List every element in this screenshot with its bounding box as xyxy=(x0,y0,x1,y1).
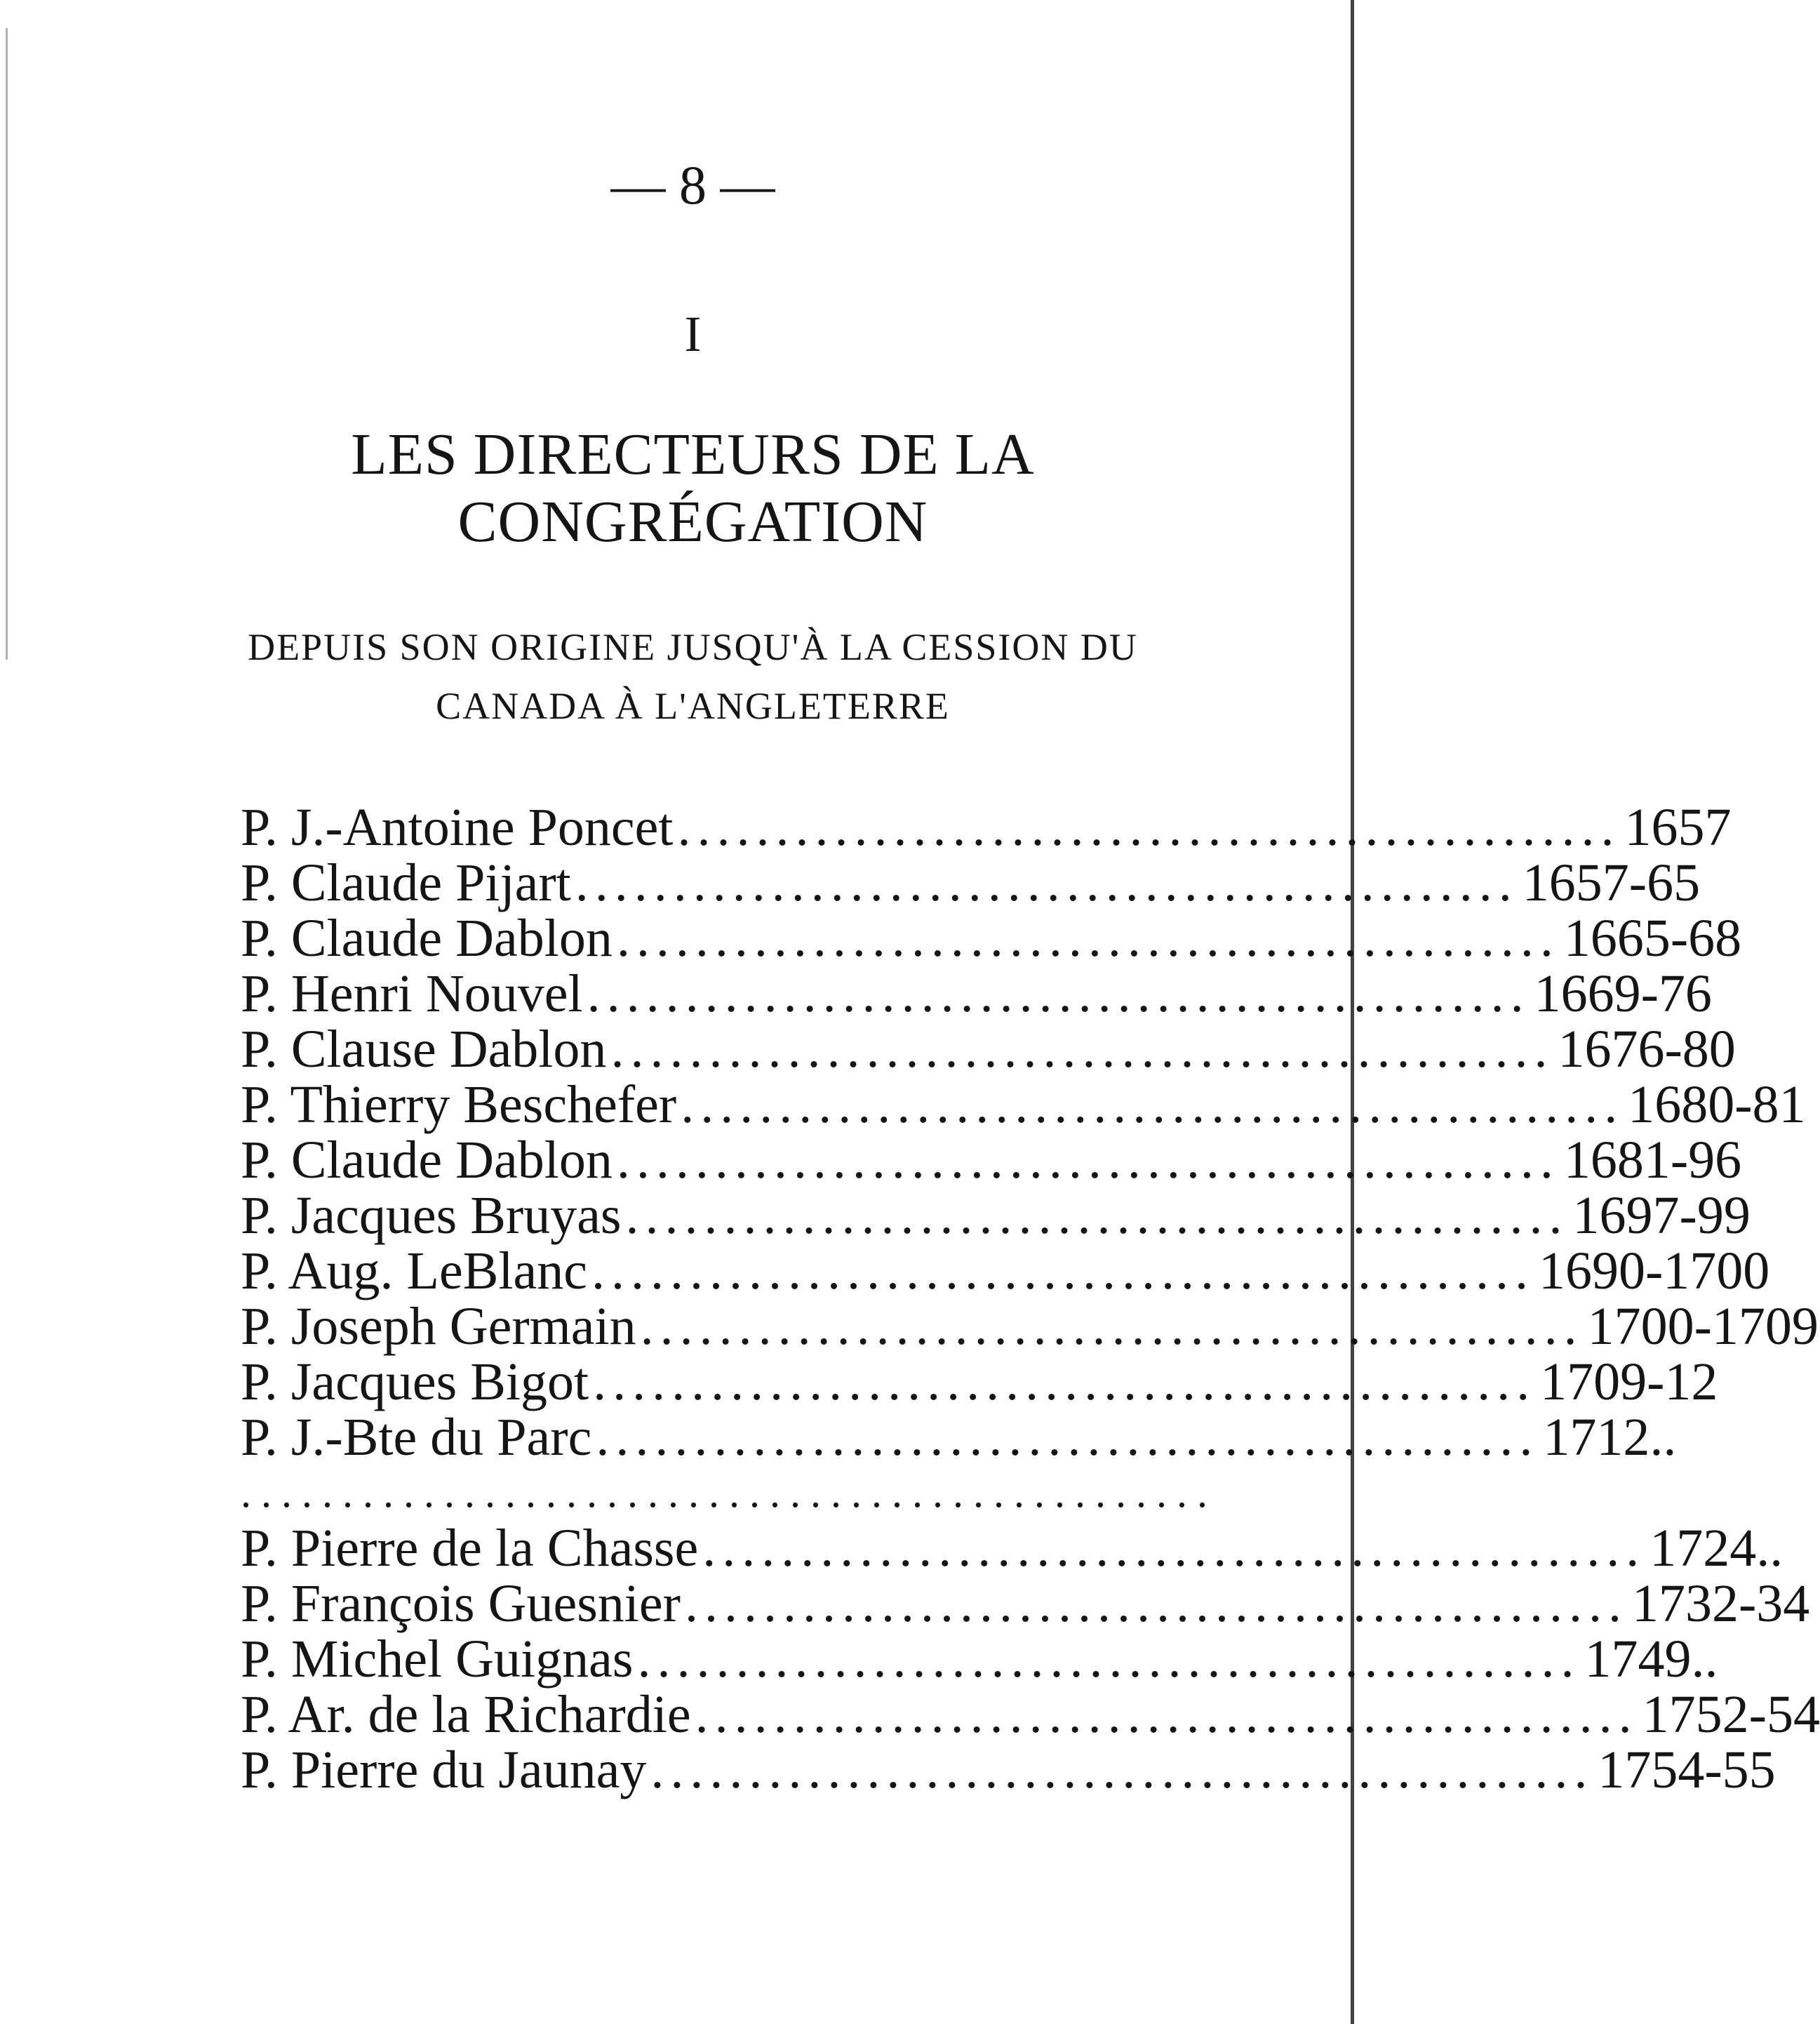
director-row xyxy=(241,909,1742,968)
director-row xyxy=(241,853,1701,912)
director-row xyxy=(241,1630,1718,1689)
director-years: 1676-80 xyxy=(1558,1020,1736,1079)
director-row xyxy=(241,1186,1751,1245)
dot-leader: ................................................ xyxy=(575,853,1518,912)
director-years: 1709-12 xyxy=(1540,1352,1718,1411)
dot-leader: ................................................ xyxy=(650,1740,1594,1799)
director-row xyxy=(241,798,1732,857)
dot-leader: ................................................ xyxy=(587,964,1530,1023)
director-row xyxy=(241,1574,1810,1633)
director-years: 1697-99 xyxy=(1572,1186,1751,1245)
director-row xyxy=(241,1685,1820,1744)
director-years: 1657-65 xyxy=(1522,853,1701,912)
director-row xyxy=(241,1241,1770,1300)
dot-leader: ................................................ xyxy=(593,1352,1537,1411)
page-number: — 8 — xyxy=(610,154,775,215)
directors-list-part-2 xyxy=(241,1519,1820,1799)
dot-leader: ................................................ xyxy=(637,1630,1581,1689)
director-name: P. Clause Dablon xyxy=(241,1020,607,1079)
director-name: P. Aug. LeBlanc xyxy=(241,1241,587,1300)
directors-list xyxy=(241,798,1820,1799)
director-years: 1712.. xyxy=(1543,1408,1677,1467)
director-name: P. Michel Guignas xyxy=(241,1630,634,1689)
director-years: 1752-54 xyxy=(1642,1685,1820,1744)
director-years: 1680-81 xyxy=(1628,1075,1806,1134)
director-name: P. J.-Antoine Poncet xyxy=(241,798,674,857)
dot-leader: ................................................ xyxy=(677,798,1621,857)
director-name: P. Ar. de la Richardie xyxy=(241,1685,691,1744)
dot-leader: ................................................ xyxy=(616,1131,1560,1190)
director-years: 1690-1700 xyxy=(1538,1241,1770,1300)
title-line-2: CONGRÉGATION xyxy=(457,489,928,554)
dot-leader: ................................................ xyxy=(610,1020,1554,1079)
dot-leader: ................................................ xyxy=(681,1075,1624,1134)
director-name: P. Joseph Germain xyxy=(241,1297,636,1356)
director-name: P. Claude Pijart xyxy=(241,853,571,912)
director-years: 1669-76 xyxy=(1534,964,1712,1023)
director-row xyxy=(241,1075,1806,1134)
director-name: P. Claude Dablon xyxy=(241,1131,613,1190)
director-row xyxy=(241,1352,1718,1411)
dot-leader: ................................................ xyxy=(625,1186,1569,1245)
director-years: 1700-1709 xyxy=(1587,1297,1819,1356)
director-name: P. Claude Dablon xyxy=(241,909,613,968)
director-row xyxy=(241,964,1712,1023)
dot-leader: ................................................ xyxy=(616,909,1560,968)
director-name: P. Thierry Beschefer xyxy=(241,1075,677,1134)
director-years: 1754-55 xyxy=(1598,1740,1776,1799)
title-line-1: LES DIRECTEURS DE LA xyxy=(351,422,1035,487)
director-row xyxy=(241,1740,1776,1799)
subtitle-line-2: CANADA À L'ANGLETERRE xyxy=(436,685,950,727)
director-name: P. François Guesnier xyxy=(241,1574,681,1633)
director-name: P. J.-Bte du Parc xyxy=(241,1408,592,1467)
director-name: P. Jacques Bruyas xyxy=(241,1186,622,1245)
page-title xyxy=(0,421,1386,556)
director-years: 1665-68 xyxy=(1563,909,1742,968)
dot-leader: ................................................ xyxy=(695,1685,1638,1744)
director-name: P. Jacques Bigot xyxy=(241,1352,589,1411)
director-row xyxy=(241,1131,1742,1190)
directors-list-part-1 xyxy=(241,798,1819,1467)
director-years: 1657 xyxy=(1624,798,1732,857)
director-years: 1681-96 xyxy=(1563,1131,1742,1190)
dot-leader: ................................................ xyxy=(640,1297,1584,1356)
dot-leader: ................................................ xyxy=(591,1241,1534,1300)
section-number: I xyxy=(684,306,702,362)
director-name: P. Pierre du Jaunay xyxy=(241,1740,647,1799)
director-row xyxy=(241,1519,1784,1578)
director-years: 1724.. xyxy=(1650,1519,1784,1578)
director-name: P. Henri Nouvel xyxy=(241,964,583,1023)
director-row xyxy=(241,1297,1819,1356)
dot-leader: ................................................ xyxy=(596,1408,1539,1467)
subtitle-line-1: DEPUIS SON ORIGINE JUSQU'À LA CESSION DU xyxy=(248,626,1138,668)
page-subtitle xyxy=(0,618,1386,735)
director-years: 1749.. xyxy=(1584,1630,1718,1689)
director-years: 1732-34 xyxy=(1631,1574,1810,1633)
director-name: P. Pierre de la Chasse xyxy=(241,1519,699,1578)
director-row xyxy=(241,1020,1736,1079)
list-separator: ................................................ xyxy=(241,1470,1217,1516)
dot-leader: ................................................ xyxy=(684,1574,1628,1633)
dot-leader: ................................................ xyxy=(702,1519,1646,1578)
director-row xyxy=(241,1408,1677,1467)
